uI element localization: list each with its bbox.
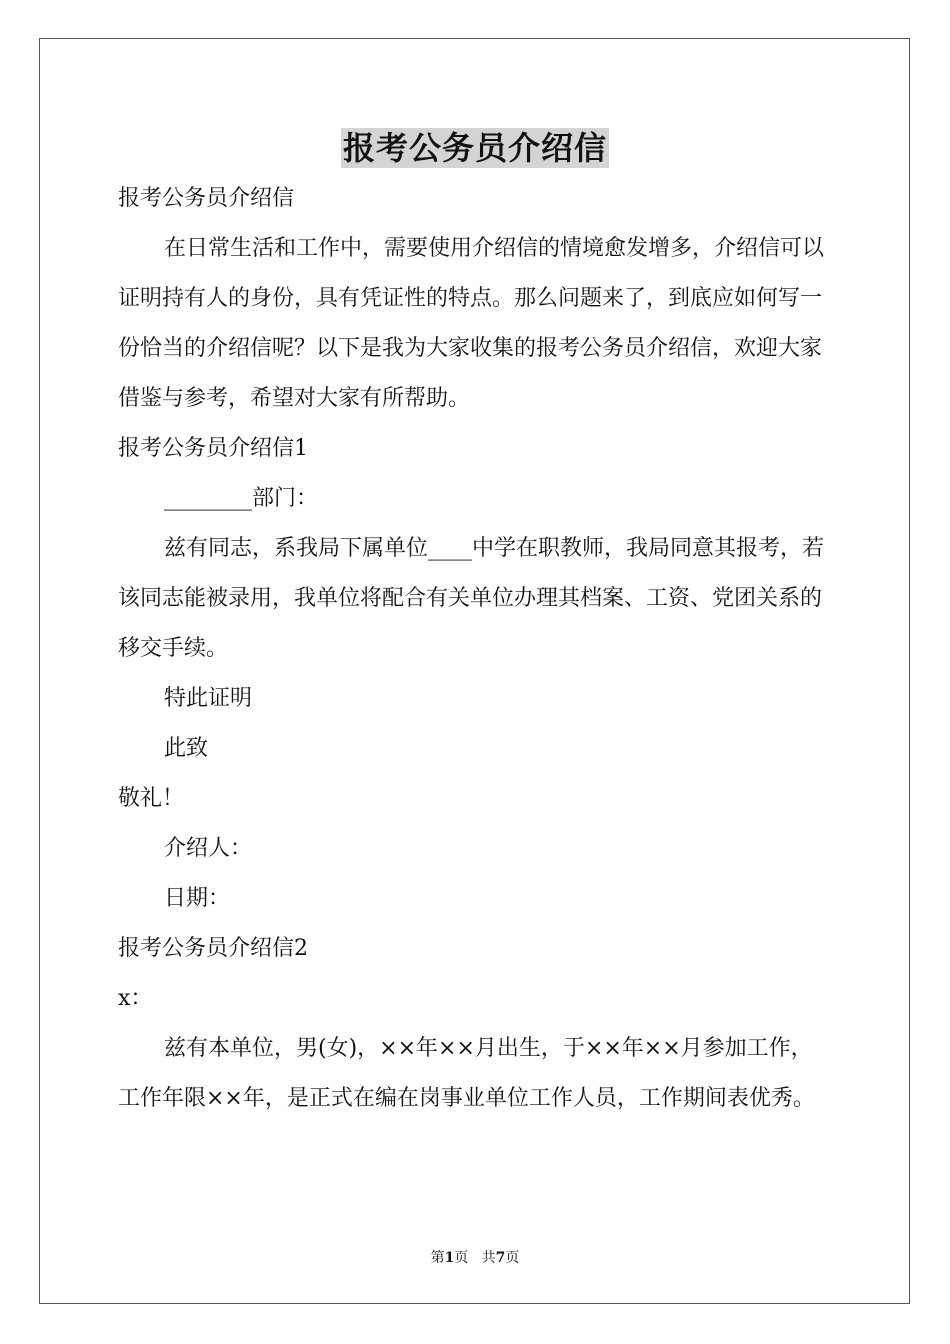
paragraph-heading: 报考公务员介绍信 <box>118 186 295 211</box>
paragraph-intro: 在日常生活和工作中，需要使用介绍信的情境愈发增多，介绍信可以证明持有人的身份，具有凭证性的特点。那么问题来了，到底应如何写一份恰当的介绍信呢？以下是我为大家收集的报考公务员介绍信，欢迎大家借鉴与参考，希望对大家有所帮助。 <box>118 236 825 411</box>
page-suffix: 页 <box>454 1250 469 1266</box>
salutation-department: ________部门： <box>164 486 319 511</box>
date-line: 日期： <box>164 886 231 911</box>
closing-line: 此致 <box>164 736 209 761</box>
section-heading-2: 报考公务员介绍信2 <box>118 936 308 961</box>
regards-line: 敬礼！ <box>118 786 185 811</box>
title-container <box>0 128 950 168</box>
total-prefix: 共 <box>481 1250 496 1266</box>
document-body <box>118 174 834 1124</box>
page-prefix: 第 <box>430 1250 445 1266</box>
section-heading-1: 报考公务员介绍信1 <box>118 436 308 461</box>
salutation-x: x： <box>118 986 153 1011</box>
total-suffix: 页 <box>505 1250 520 1266</box>
page-footer <box>0 1247 950 1267</box>
letter-body-1: 兹有同志，系我局下属单位____中学在职教师，我局同意其报考，若该同志能被录用，我单位将配合有关单位办理其档案、工资、党团关系的移交手续。 <box>118 536 825 661</box>
page-number: 1 <box>444 1250 455 1266</box>
total-pages: 7 <box>495 1250 506 1266</box>
letter-body-2: 兹有本单位，男(女)，××年××月出生，于××年××月参加工作，工作年限××年，是正式在编在岗事业单位工作人员，工作期间表优秀。 <box>118 1036 815 1111</box>
certification-line: 特此证明 <box>164 686 253 711</box>
introducer-line: 介绍人： <box>164 836 253 861</box>
document-title: 报考公务员介绍信 <box>342 129 607 167</box>
